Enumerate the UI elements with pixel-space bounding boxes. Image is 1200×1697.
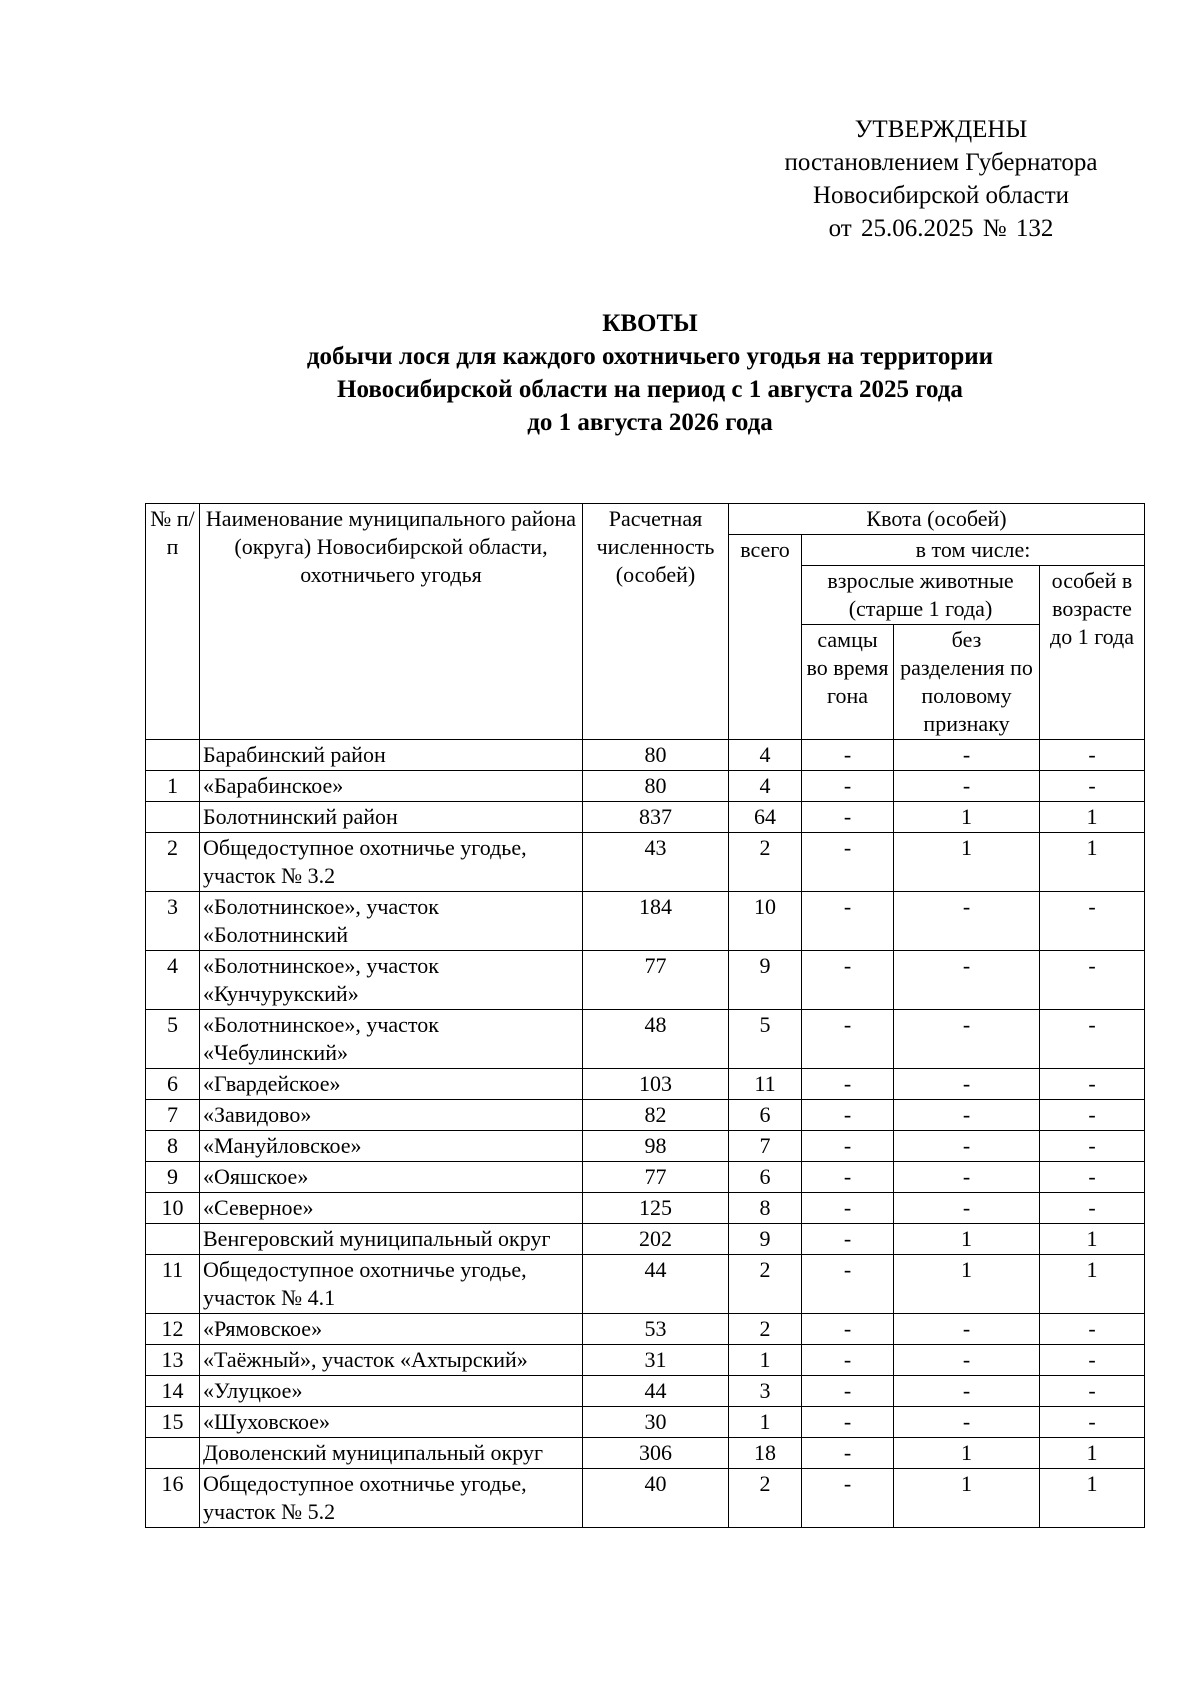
table-row <box>146 892 1145 951</box>
title-main: КВОТЫ <box>602 310 698 337</box>
row-num: 5 <box>146 1010 200 1069</box>
row-name: «Шуховское» <box>200 1407 583 1438</box>
approval-region: Новосибирской области <box>812 182 1070 209</box>
row-young: 1 <box>1040 1224 1145 1255</box>
table-row <box>146 1131 1145 1162</box>
row-no-sex: - <box>894 951 1040 1010</box>
row-name: Барабинский район <box>200 740 583 771</box>
header-young: особей в возрасте до 1 года <box>1040 566 1145 740</box>
row-total: 10 <box>729 892 802 951</box>
approval-block <box>760 113 1122 245</box>
table-row <box>146 1345 1145 1376</box>
row-total: 1 <box>729 1345 802 1376</box>
row-total: 2 <box>729 1314 802 1345</box>
row-name: «Таёжный», участок «Ахтырский» <box>200 1345 583 1376</box>
title-line-2: Новосибирской области на период с 1 августа 2025 года <box>337 376 963 403</box>
row-young: 1 <box>1040 1255 1145 1314</box>
row-no-sex: - <box>894 1069 1040 1100</box>
row-num <box>146 802 200 833</box>
row-no-sex: - <box>894 1010 1040 1069</box>
row-population: 125 <box>583 1193 729 1224</box>
row-total: 18 <box>729 1438 802 1469</box>
header-quota: Квота (особей) <box>729 504 1145 535</box>
row-population: 43 <box>583 833 729 892</box>
row-no-sex: 1 <box>894 1438 1040 1469</box>
row-name: «Рямовское» <box>200 1314 583 1345</box>
row-males-rut: - <box>802 892 894 951</box>
row-total: 2 <box>729 833 802 892</box>
row-num: 6 <box>146 1069 200 1100</box>
row-total: 4 <box>729 771 802 802</box>
row-population: 44 <box>583 1255 729 1314</box>
approval-date-number: от 25.06.2025 № 132 <box>828 215 1054 242</box>
row-name: Общедоступное охотничье угодье, участок № 4.1 <box>200 1255 583 1314</box>
row-males-rut: - <box>802 1131 894 1162</box>
row-young: - <box>1040 1100 1145 1131</box>
row-males-rut: - <box>802 1162 894 1193</box>
row-population: 202 <box>583 1224 729 1255</box>
header-adults: взрослые животные (старше 1 года) <box>802 566 1040 625</box>
row-population: 82 <box>583 1100 729 1131</box>
row-name: «Гвардейское» <box>200 1069 583 1100</box>
row-no-sex: - <box>894 771 1040 802</box>
row-name: Болотнинский район <box>200 802 583 833</box>
quota-table <box>145 503 1145 1528</box>
row-population: 98 <box>583 1131 729 1162</box>
row-total: 4 <box>729 740 802 771</box>
row-young: - <box>1040 1345 1145 1376</box>
table-row <box>146 833 1145 892</box>
row-males-rut: - <box>802 833 894 892</box>
row-population: 44 <box>583 1376 729 1407</box>
row-population: 53 <box>583 1314 729 1345</box>
row-total: 9 <box>729 1224 802 1255</box>
table-row <box>146 1407 1145 1438</box>
row-population: 80 <box>583 771 729 802</box>
approval-heading: УТВЕРЖДЕНЫ <box>854 116 1028 143</box>
row-name: «Улуцкое» <box>200 1376 583 1407</box>
header-population: Расчетная численность (особей) <box>583 504 729 740</box>
document-title <box>180 307 1120 439</box>
row-males-rut: - <box>802 1100 894 1131</box>
row-population: 31 <box>583 1345 729 1376</box>
row-young: - <box>1040 771 1145 802</box>
table-row <box>146 1224 1145 1255</box>
title-line-1: добычи лося для каждого охотничьего угодья на территории <box>306 343 994 370</box>
row-name: «Завидово» <box>200 1100 583 1131</box>
header-total: всего <box>729 535 802 740</box>
row-males-rut: - <box>802 1438 894 1469</box>
row-young: - <box>1040 1407 1145 1438</box>
row-young: - <box>1040 1131 1145 1162</box>
row-num <box>146 740 200 771</box>
row-no-sex: - <box>894 1100 1040 1131</box>
row-num: 4 <box>146 951 200 1010</box>
row-name: «Болотнинское», участок «Болотнинский <box>200 892 583 951</box>
row-young: - <box>1040 1010 1145 1069</box>
row-num: 2 <box>146 833 200 892</box>
row-num <box>146 1224 200 1255</box>
row-total: 2 <box>729 1255 802 1314</box>
row-population: 30 <box>583 1407 729 1438</box>
table-row <box>146 1438 1145 1469</box>
table-row <box>146 1314 1145 1345</box>
header-including: в том числе: <box>802 535 1145 566</box>
row-males-rut: - <box>802 951 894 1010</box>
row-males-rut: - <box>802 1255 894 1314</box>
row-population: 103 <box>583 1069 729 1100</box>
row-young: - <box>1040 740 1145 771</box>
header-name: Наименование муниципального района (округа) Новосибирской области, охотничьего угодья <box>200 504 583 740</box>
row-num: 1 <box>146 771 200 802</box>
row-no-sex: - <box>894 1314 1040 1345</box>
row-population: 40 <box>583 1469 729 1528</box>
row-name: «Болотнинское», участок «Чебулинский» <box>200 1010 583 1069</box>
row-num: 7 <box>146 1100 200 1131</box>
table-row <box>146 740 1145 771</box>
row-young: 1 <box>1040 1469 1145 1528</box>
row-males-rut: - <box>802 1314 894 1345</box>
row-males-rut: - <box>802 1069 894 1100</box>
table-row <box>146 771 1145 802</box>
row-num <box>146 1438 200 1469</box>
row-males-rut: - <box>802 1376 894 1407</box>
row-males-rut: - <box>802 1010 894 1069</box>
row-name: «Ояшское» <box>200 1162 583 1193</box>
row-name: «Северное» <box>200 1193 583 1224</box>
row-no-sex: 1 <box>894 1469 1040 1528</box>
title-line-3: до 1 августа 2026 года <box>527 409 773 436</box>
row-num: 14 <box>146 1376 200 1407</box>
row-no-sex: - <box>894 1407 1040 1438</box>
row-young: 1 <box>1040 833 1145 892</box>
row-population: 77 <box>583 951 729 1010</box>
row-total: 7 <box>729 1131 802 1162</box>
row-name: «Мануйловское» <box>200 1131 583 1162</box>
row-population: 306 <box>583 1438 729 1469</box>
row-young: 1 <box>1040 802 1145 833</box>
row-num: 8 <box>146 1131 200 1162</box>
row-males-rut: - <box>802 1224 894 1255</box>
row-total: 1 <box>729 1407 802 1438</box>
table-row <box>146 1069 1145 1100</box>
row-num: 10 <box>146 1193 200 1224</box>
row-population: 80 <box>583 740 729 771</box>
row-no-sex: - <box>894 740 1040 771</box>
row-total: 6 <box>729 1162 802 1193</box>
table-row <box>146 1255 1145 1314</box>
row-no-sex: 1 <box>894 833 1040 892</box>
row-population: 77 <box>583 1162 729 1193</box>
row-num: 9 <box>146 1162 200 1193</box>
approval-decree: постановлением Губернатора <box>784 149 1098 176</box>
table-row <box>146 951 1145 1010</box>
row-males-rut: - <box>802 1469 894 1528</box>
row-num: 12 <box>146 1314 200 1345</box>
table-row <box>146 1193 1145 1224</box>
row-young: 1 <box>1040 1438 1145 1469</box>
row-young: - <box>1040 1193 1145 1224</box>
table-row <box>146 1376 1145 1407</box>
row-males-rut: - <box>802 1407 894 1438</box>
row-name: Общедоступное охотничье угодье, участок № 3.2 <box>200 833 583 892</box>
row-males-rut: - <box>802 771 894 802</box>
row-population: 184 <box>583 892 729 951</box>
row-no-sex: - <box>894 1376 1040 1407</box>
table-row <box>146 1469 1145 1528</box>
row-no-sex: - <box>894 1162 1040 1193</box>
row-young: - <box>1040 951 1145 1010</box>
row-total: 8 <box>729 1193 802 1224</box>
row-young: - <box>1040 892 1145 951</box>
row-num: 13 <box>146 1345 200 1376</box>
row-no-sex: - <box>894 1345 1040 1376</box>
row-population: 48 <box>583 1010 729 1069</box>
row-males-rut: - <box>802 802 894 833</box>
row-population: 837 <box>583 802 729 833</box>
row-name: Венгеровский муниципальный округ <box>200 1224 583 1255</box>
header-males-rut: самцы во время гона <box>802 625 894 740</box>
header-no-sex: без разделения по половому признаку <box>894 625 1040 740</box>
row-name: «Болотнинское», участок «Кунчурукский» <box>200 951 583 1010</box>
row-young: - <box>1040 1069 1145 1100</box>
row-total: 64 <box>729 802 802 833</box>
row-name: Доволенский муниципальный округ <box>200 1438 583 1469</box>
table-row <box>146 1162 1145 1193</box>
row-total: 3 <box>729 1376 802 1407</box>
row-no-sex: 1 <box>894 802 1040 833</box>
row-males-rut: - <box>802 1193 894 1224</box>
row-num: 11 <box>146 1255 200 1314</box>
row-num: 15 <box>146 1407 200 1438</box>
row-no-sex: 1 <box>894 1255 1040 1314</box>
row-name: Общедоступное охотничье угодье, участок № 5.2 <box>200 1469 583 1528</box>
row-young: - <box>1040 1162 1145 1193</box>
table-row <box>146 1010 1145 1069</box>
row-males-rut: - <box>802 1345 894 1376</box>
table-row <box>146 802 1145 833</box>
row-young: - <box>1040 1376 1145 1407</box>
row-total: 6 <box>729 1100 802 1131</box>
row-name: «Барабинское» <box>200 771 583 802</box>
row-total: 2 <box>729 1469 802 1528</box>
row-total: 9 <box>729 951 802 1010</box>
row-males-rut: - <box>802 740 894 771</box>
row-total: 11 <box>729 1069 802 1100</box>
row-no-sex: - <box>894 1193 1040 1224</box>
header-num: № п/п <box>146 504 200 740</box>
row-total: 5 <box>729 1010 802 1069</box>
row-no-sex: 1 <box>894 1224 1040 1255</box>
row-num: 3 <box>146 892 200 951</box>
row-no-sex: - <box>894 1131 1040 1162</box>
row-num: 16 <box>146 1469 200 1528</box>
row-no-sex: - <box>894 892 1040 951</box>
table-body <box>146 740 1145 1528</box>
row-young: - <box>1040 1314 1145 1345</box>
table-row <box>146 1100 1145 1131</box>
table-header <box>146 504 1145 740</box>
